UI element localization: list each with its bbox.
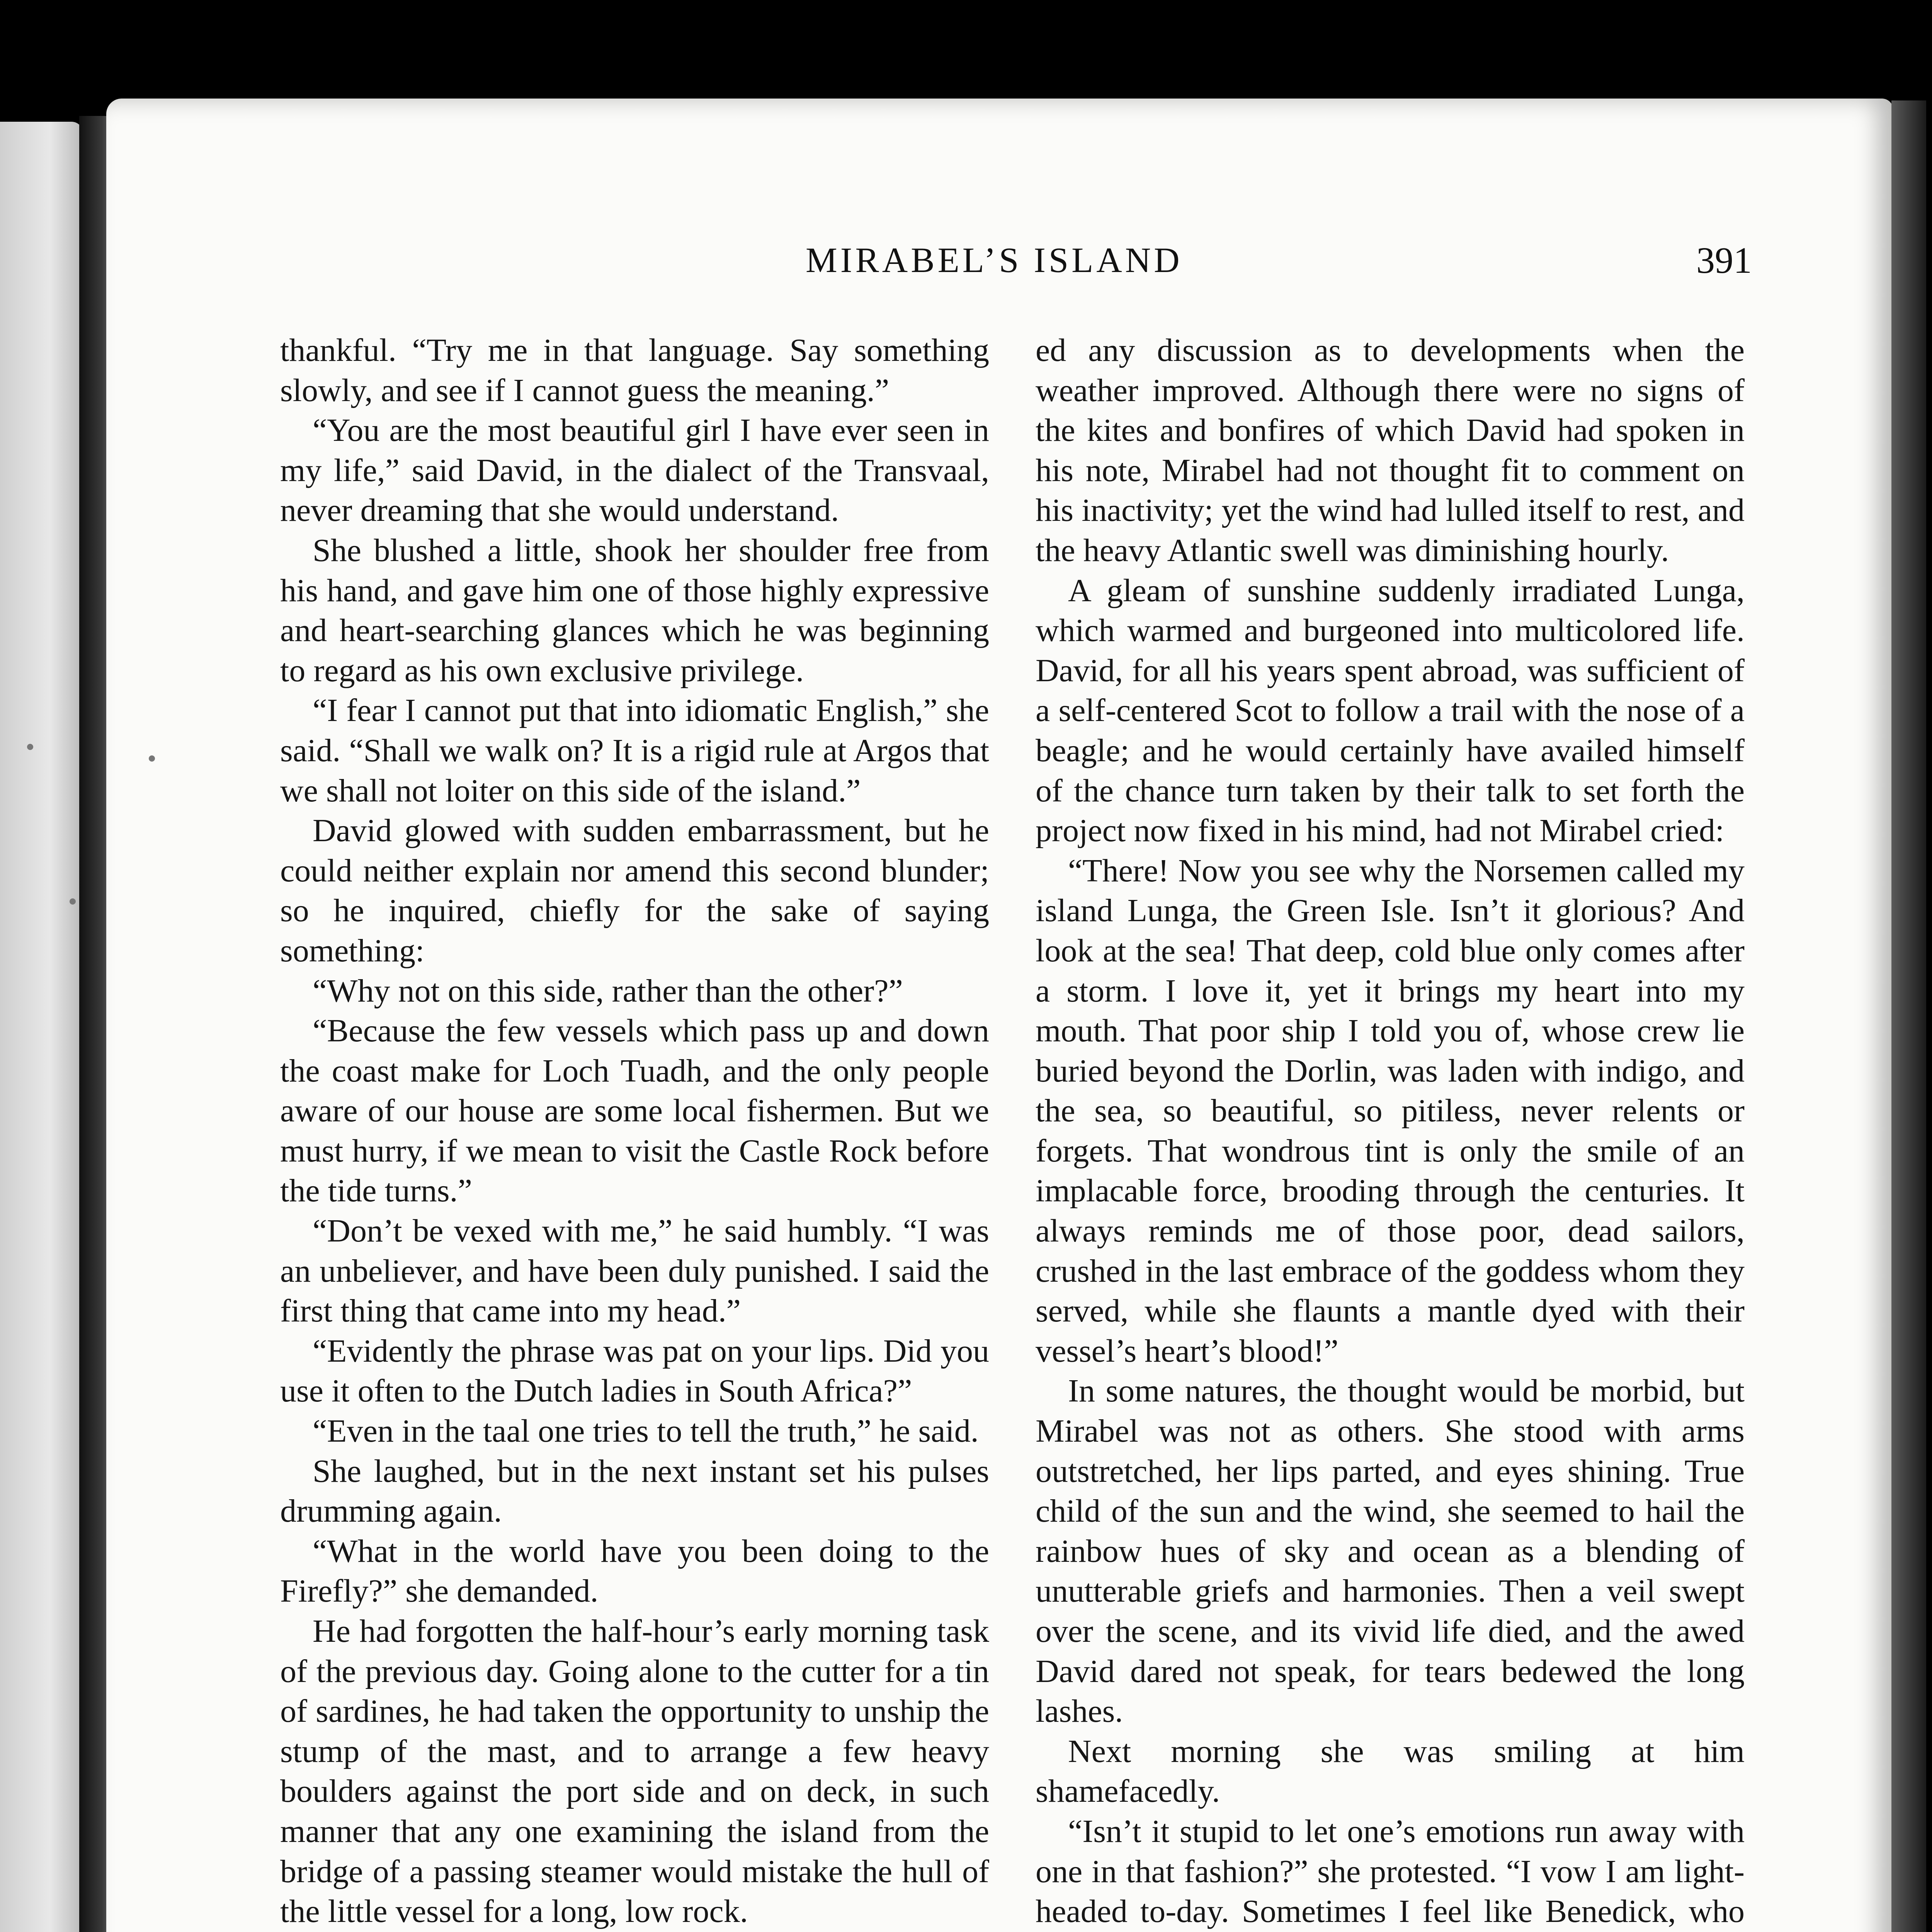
paragraph: In some natures, the thought would be morbid, but Mirabel was not as others. She stood with arms outstretched, her lips parted, and eyes shining. True child of the sun and the wind, she seemed to hail the rainbow hues of sky and ocean as a blending of unutterable griefs and harmonies. Then a veil swept over the scene, and its vivid life died, and the awed David dared not speak, for tears bedewed the long lashes. [1036,1373,1745,1730]
paragraph: “There! Now you see why the Norsemen called my island Lunga, the Green Isle. Isn’t it glorious? And look at the sea! That deep, cold blue only comes after a storm. I love it, yet it brings my heart into my mouth. That poor ship I told you of, whose crew lie buried beyond the Dorlin, was laden with indigo, and the sea, so beautiful, so pitiless, never relents or forgets. That wondrous tint is only the smile of an implacable force, brooding through the centuries. It always reminds me of those poor, dead sailors, crushed in the last embrace of the goddess whom they served, while she flaunts a mantle dyed with their vessel’s heart’s blood!” [1036,852,1745,1369]
paragraph: “Why not on this side, rather than the other?” [313,973,903,1009]
left-page-edge [0,122,83,1932]
paragraph: David glowed with sudden embarrassment, but he could neither explain nor amend this second blunder; so he inquired, chiefly for the sake of saying something: [280,813,989,969]
paragraph: He had forgotten the half-hour’s early morning task of the previous day. Going alone to the cutter for a tin of sardines, he had taken the opportunity to unship the stump of the mast, and to arrange a few heavy boulders against the port side and on deck, in such manner that any one examining the island from the bridge of a passing steamer would mistake the hull of the little vessel for a long, low rock. [280,1613,989,1930]
paragraph: “Don’t be vexed with me,” he said humbly. “I was an unbeliever, and have been duly punished. I said the first thing that came into my head.” [280,1213,989,1329]
paragraph: She blushed a little, shook her shoulder free from his hand, and gave him one of those highly expressive and heart-searching glances which he was beginning to regard as his own exclusive privilege. [280,532,989,689]
paragraph: “Isn’t it stupid to let one’s emotions run away with one in that fashion?” she protested. “I vow I am light-headed to-day. Sometimes I feel like Benedick, who [1036,1813,1745,1930]
running-title: MIRABEL’S ISLAND [806,240,1183,280]
paragraph: thankful. “Try me in that language. Say something slowly, and see if I cannot guess the meaning.” [280,332,989,408]
scan-speck [149,755,155,762]
paragraph: “What in the world have you been doing to the Firefly?” she demanded. [280,1533,989,1609]
paragraph: “You are the most beautiful girl I have ever seen in my life,” said David, in the dialect of the Transvaal, never dreaming that she would understand. [280,412,989,529]
page-number: 391 [1696,240,1752,281]
paragraph: ed any discussion as to developments when the weather improved. Although there were no signs of the kites and bonfires of which David had spoken in his note, Mirabel had not thought fit to comment on his inactivity; yet the wind had lulled itself to rest, and the heavy Atlantic swell was diminishing hourly. [1036,332,1745,568]
right-text-column [1036,330,1745,1932]
right-page-edge [1891,100,1926,1932]
paragraph: Next morning she was smiling at him shamefacedly. [1036,1733,1745,1810]
scan-speck [27,744,33,750]
paragraph: “Even in the taal one tries to tell the truth,” he said. [313,1413,979,1449]
paragraph: She laughed, but in the next instant set his pulses drumming again. [280,1453,989,1529]
paragraph: A gleam of sunshine suddenly irradiated Lunga, which warmed and burgeoned into multicolored life. David, for all his years spent abroad, was sufficient of a self-centered Scot to follow a trail with the nose of a beagle; and he would certainly have availed himself of the chance turn taken by their talk to set forth the project now fixed in his mind, had not Mirabel cried: [1036,572,1745,849]
paragraph: “Evidently the phrase was pat on your lips. Did you use it often to the Dutch ladies in South Africa?” [280,1333,989,1409]
paragraph: “I fear I cannot put that into idiomatic English,” she said. “Shall we walk on? It is a rigid rule at Argos that we shall not loiter on this side of the island.” [280,692,989,809]
scan-speck [70,898,76,905]
left-text-column [280,330,989,1932]
paragraph: “Because the few vessels which pass up and down the coast make for Loch Tuadh, and the only people aware of our house are some local fishermen. But we must hurry, if we mean to visit the Castle Rock before the tide turns.” [280,1013,989,1209]
